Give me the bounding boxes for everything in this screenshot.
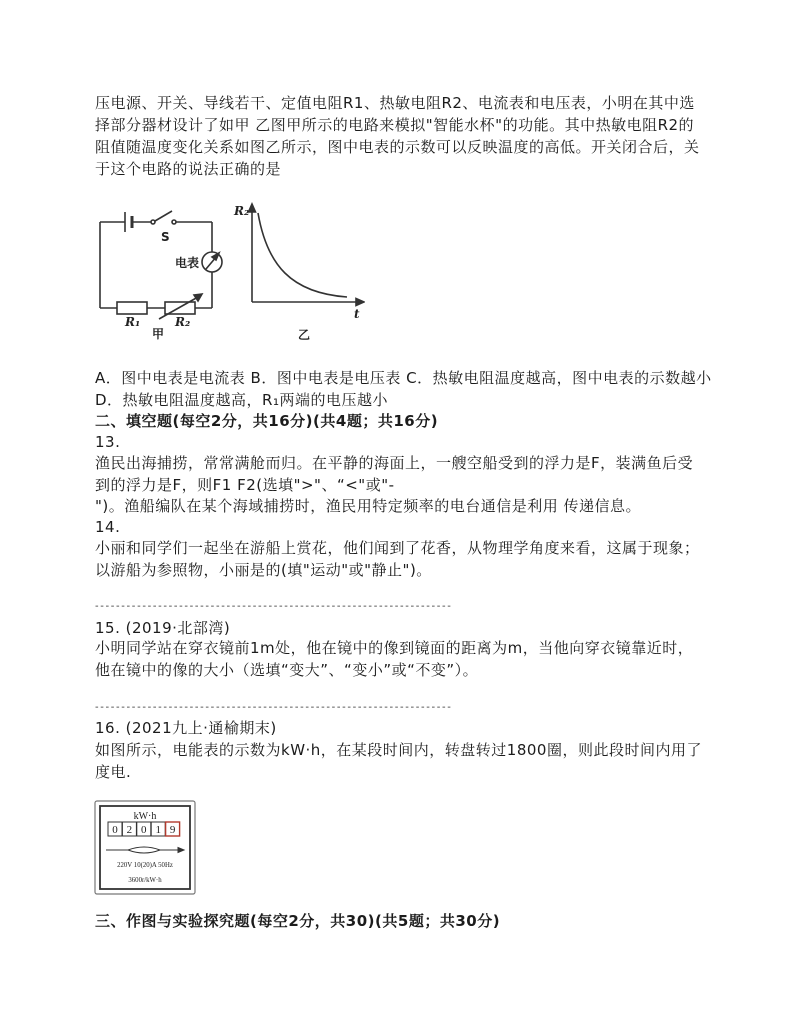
question-header: 16. (2021九上·通榆期末) [95,719,277,737]
meter-label: 电表 [174,256,199,270]
meter-unit: kW·h [133,811,157,822]
q16-text-line: 度电. [95,763,132,781]
q15-text-line: 他在镜中的像的大小（选填“变大”、“变小”或“不变”）。 [95,661,479,679]
q12-stem-line: 压电源、开关、导线若干、定值电阻R1、热敏电阻R2、电流表和电压表，小明在其中选 [95,94,695,112]
energy-meter-figure [94,800,196,896]
r2-arrowhead [194,294,202,301]
circuit-diagram [100,211,222,319]
y-axis-arrowhead [249,204,256,212]
section-heading: 二、填空题(每空2分，共16分)(共4题；共16分) [95,412,439,430]
q14-text-line: 小丽和同学们一起坐在游船上赏花，他们闻到了花香，从物理学角度来看，这属于现象； [95,539,700,557]
switch-pivot [151,220,155,224]
question-header: 15. (2019·北部湾) [95,619,231,637]
meter-digit: 1 [155,824,161,836]
section-heading: 三、作图与实验探究题(每空2分，共30)(共5题；共30分) [95,912,501,930]
switch-lever [155,211,172,221]
switch-contact [172,220,176,224]
question-number: 13. [95,433,121,451]
circuit-caption: 甲 [152,327,165,341]
r1-resistor [117,302,147,314]
q14-text-line: 以游船为参照物，小丽是的(填"运动"或"静止")。 [95,561,432,579]
meter-digit: 0 [112,824,118,836]
graph-x-label: t [354,307,360,321]
meter-constant: 3600r/kW·h [128,877,162,884]
q12-options-line: D．热敏电阻温度越高，R₁两端的电压越小 [95,391,388,409]
graph-caption: 乙 [298,328,311,342]
q16-text-line: 如图所示，电能表的示数为kW·h，在某段时间内，转盘转过1800圈，则此段时间内用了 [95,741,702,759]
q13-text-line: ")。渔船编队在某个海域捕捞时，渔民用特定频率的电台通信是利用 传递信息。 [95,497,642,515]
meter-digit: 0 [141,824,147,836]
q12-stem-line: 于这个电路的说法正确的是 [95,160,282,178]
r2-label: R₂ [175,315,191,329]
meter-rating: 220V 10(20)A 50Hz [117,862,173,869]
question-number: 14. [95,518,121,536]
r1-label: R₁ [125,315,141,329]
graph-y-label: R₂ [234,204,250,218]
meter-decimal-digit: 9 [169,824,176,836]
resistance-curve [258,213,347,297]
switch-label: S [161,230,170,244]
meter-needle-arrowhead [212,253,219,260]
q12-stem-line: 阻值随温度变化关系如图乙所示，图中电表的示数可以反映温度的高低。开关闭合后，关 [95,138,700,156]
resistance-time-graph [249,204,365,306]
q13-text-line: 到的浮力是F，则F1 F2(选填">"、“<"或"- [95,476,395,494]
q12-figure [95,195,365,345]
q12-options-line: A．图中电表是电流表 B．图中电表是电压表 C．热敏电阻温度越高，图中电表的示数越小 [95,369,712,387]
q15-text-line: 小明同学站在穿衣镜前1m处，他在镜中的像到镜面的距离为m，当他向穿衣镜靠近时， [95,639,694,657]
x-axis-arrowhead [356,299,364,306]
dashed-separator: -------------------------------------------------------------------- [95,601,453,612]
dashed-separator: -------------------------------------------------------------------- [95,702,453,713]
q12-stem-line: 择部分器材设计了如甲 乙图甲所示的电路来模拟"智能水杯"的功能。其中热敏电阻R2的 [95,116,695,134]
meter-digit: 2 [126,824,133,836]
q13-text-line: 渔民出海捕捞，常常满舱而归。在平静的海面上，一艘空船受到的浮力是F，装满鱼后受 [95,454,694,472]
